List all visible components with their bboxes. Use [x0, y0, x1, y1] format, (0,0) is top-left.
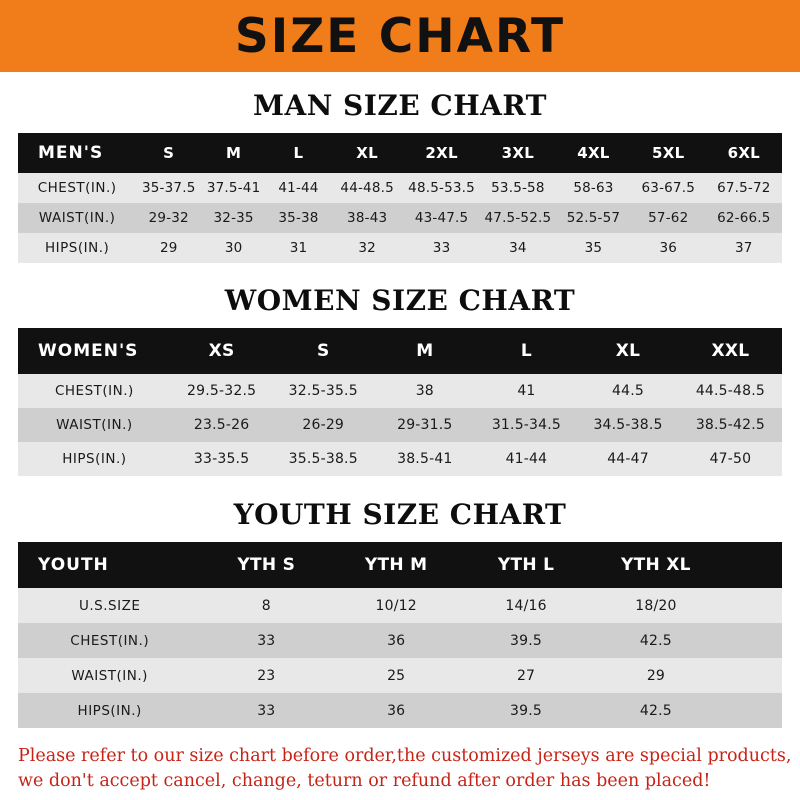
- cell: 36: [387, 702, 406, 719]
- notice-line-2: we don't accept cancel, change, teturn or refund after order has been placed!: [18, 771, 711, 792]
- col-header-3xl: 3XL: [501, 144, 535, 162]
- cell: 47-50: [709, 451, 752, 467]
- cell: 25: [387, 667, 406, 684]
- row-label: HIPS(IN.): [62, 451, 127, 467]
- col-header-xs: XS: [208, 341, 235, 361]
- row-label: HIPS(IN.): [77, 702, 142, 719]
- cell-spacer: [721, 693, 782, 728]
- cell: 38.5-42.5: [695, 417, 766, 433]
- table-row: [18, 658, 782, 693]
- col-header-l: L: [293, 144, 304, 162]
- col-header-yth-xl: YTH XL: [621, 555, 691, 575]
- cell: 23: [257, 667, 276, 684]
- col-header-m: M: [225, 144, 242, 162]
- cell: 38.5-41: [397, 451, 453, 467]
- row-label: HIPS(IN.): [45, 240, 110, 256]
- youth-section-title: YOUTH SIZE CHART: [233, 498, 567, 531]
- table-row: [18, 623, 782, 658]
- col-header-xxl: XXL: [711, 341, 750, 361]
- cell: 39.5: [510, 702, 543, 719]
- cell: 41-44: [505, 451, 548, 467]
- table-row: [18, 374, 782, 408]
- table-row: [18, 203, 782, 233]
- col-header-6xl: 6XL: [727, 144, 761, 162]
- table-row: [18, 588, 782, 623]
- cell: 67.5-72: [717, 180, 771, 196]
- col-header-m: M: [416, 341, 434, 361]
- cell: 26-29: [302, 417, 345, 433]
- women-size-table: [18, 328, 782, 476]
- col-header-yth-l: YTH L: [497, 555, 555, 575]
- table-header-row: [18, 133, 782, 173]
- cell: 48.5-53.5: [408, 180, 475, 196]
- page-title: SIZE CHART: [234, 8, 566, 64]
- col-header-s: S: [163, 144, 175, 162]
- cell: 36: [387, 632, 406, 649]
- table-row: [18, 442, 782, 476]
- col-header-4xl: 4XL: [577, 144, 610, 162]
- cell: 35-37.5: [141, 180, 196, 196]
- cell: 10/12: [375, 597, 417, 614]
- cell: 42.5: [639, 632, 672, 649]
- col-header-2xl: 2XL: [425, 144, 458, 162]
- cell: 58-63: [573, 180, 614, 196]
- cell: 42.5: [639, 702, 672, 719]
- row-label: WAIST(IN.): [71, 667, 148, 684]
- cell: 33-35.5: [193, 451, 250, 467]
- cell: 31.5-34.5: [491, 417, 562, 433]
- col-header-yth-s: YTH S: [237, 555, 296, 575]
- cell: 41-44: [278, 180, 319, 196]
- cell: 37.5-41: [206, 180, 261, 196]
- cell: 31: [289, 240, 308, 256]
- cell: 41: [517, 383, 536, 399]
- cell: 33: [257, 632, 276, 649]
- cell: 32.5-35.5: [288, 383, 358, 399]
- col-header-s: S: [316, 341, 330, 361]
- cell-spacer: [721, 658, 782, 693]
- col-header-xl: XL: [615, 341, 641, 361]
- cell: 34: [509, 240, 527, 256]
- cell: 47.5-52.5: [484, 210, 552, 226]
- row-label: U.S.SIZE: [78, 597, 141, 614]
- cell: 29: [646, 667, 666, 684]
- youth-size-table: [18, 542, 782, 728]
- cell: 38-43: [347, 210, 388, 226]
- table-row: [18, 233, 782, 263]
- cell: 29: [159, 240, 178, 256]
- header-banner: [0, 0, 800, 72]
- cell: 62-66.5: [717, 210, 771, 226]
- cell: 44.5: [612, 383, 645, 399]
- cell: 37: [735, 240, 753, 256]
- cell: 57-62: [648, 210, 689, 226]
- cell: 32-35: [213, 210, 254, 226]
- table-header-row: [18, 328, 782, 374]
- man-size-table: [18, 133, 782, 263]
- table-row: [18, 173, 782, 203]
- cell: 14/16: [505, 597, 547, 614]
- cell-spacer: [721, 623, 782, 658]
- cell: 53.5-58: [491, 180, 545, 196]
- cell: 29-32: [148, 210, 189, 226]
- row-label: CHEST(IN.): [54, 383, 134, 399]
- cell: 29.5-32.5: [187, 383, 257, 399]
- table-row: [18, 408, 782, 442]
- col-header-label: WOMEN'S: [38, 341, 139, 361]
- cell: 52.5-57: [566, 210, 621, 226]
- row-label: CHEST(IN.): [37, 180, 117, 196]
- col-header-yth-m: YTH M: [364, 555, 428, 575]
- cell: 43-47.5: [414, 210, 469, 226]
- cell: 35: [584, 240, 603, 256]
- cell: 44-48.5: [340, 180, 394, 196]
- cell: 8: [261, 597, 271, 614]
- col-header-5xl: 5XL: [652, 144, 685, 162]
- cell: 23.5-26: [193, 417, 250, 433]
- chart-content: [0, 89, 800, 728]
- cell: 38: [415, 383, 434, 399]
- cell: 35-38: [278, 210, 319, 226]
- cell: 33: [432, 240, 451, 256]
- col-header-label: YOUTH: [38, 555, 109, 575]
- cell: 32: [358, 240, 376, 256]
- col-header-label: MEN'S: [38, 143, 104, 163]
- cell: 27: [516, 667, 536, 684]
- cell: 18/20: [635, 597, 677, 614]
- table-row: [18, 693, 782, 728]
- cell: 63-67.5: [641, 180, 695, 196]
- cell: 35.5-38.5: [288, 451, 358, 467]
- cell: 30: [224, 240, 243, 256]
- cell-spacer: [721, 588, 782, 623]
- col-header-xl: XL: [356, 144, 379, 162]
- row-label: WAIST(IN.): [56, 417, 133, 433]
- row-label: WAIST(IN.): [38, 210, 116, 226]
- col-header-l: L: [520, 341, 532, 361]
- cell: 44.5-48.5: [695, 383, 766, 399]
- cell: 44-47: [607, 451, 649, 467]
- table-header-row: [18, 542, 782, 588]
- cell: 29-31.5: [397, 417, 453, 433]
- cell: 36: [659, 240, 678, 256]
- cell: 33: [257, 702, 276, 719]
- order-notice: [18, 744, 792, 795]
- notice-line-1: Please refer to our size chart before order,the customized jerseys are special products,: [18, 746, 792, 766]
- man-section-title: MAN SIZE CHART: [253, 89, 547, 122]
- col-header-spacer: [721, 542, 782, 588]
- row-label: CHEST(IN.): [70, 632, 150, 649]
- cell: 39.5: [510, 632, 543, 649]
- women-section-title: WOMEN SIZE CHART: [224, 284, 576, 317]
- cell: 34.5-38.5: [593, 417, 663, 433]
